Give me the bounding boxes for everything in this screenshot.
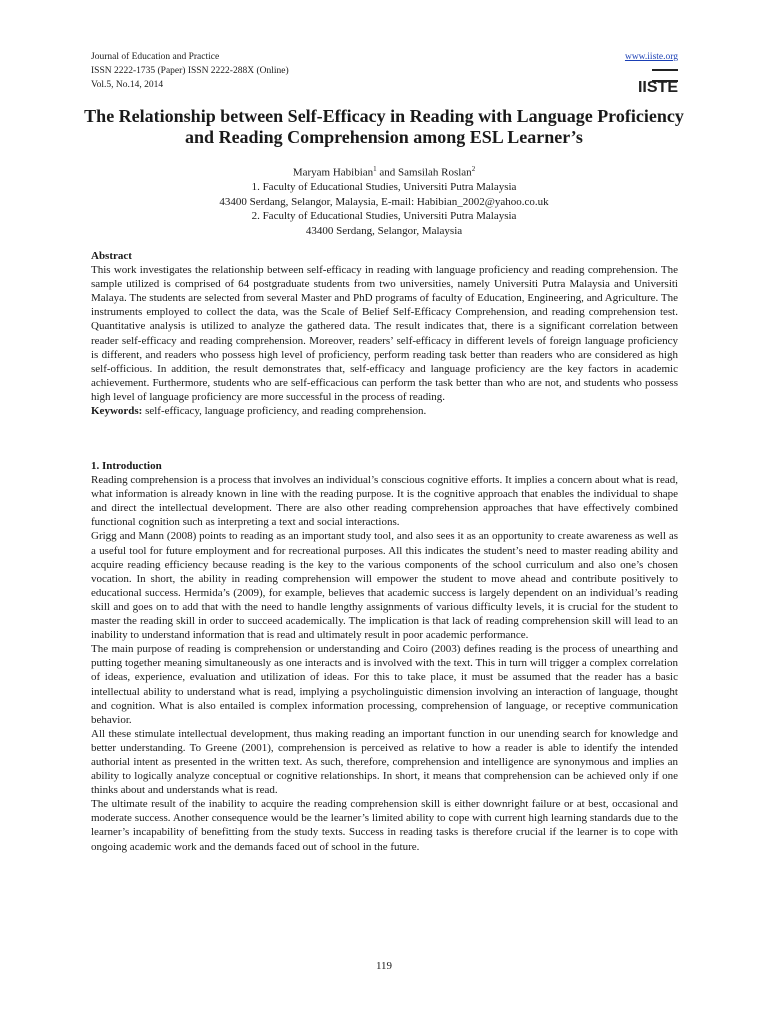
intro-paragraph-4: All these stimulate intellectual development, thus making reading an important function in our unending search for knowledge and better understanding. To Greene (2001), comprehension is perceived as relative to how a reader is able to identify the intended authorial intent as presented in the written text. As such, therefore, comprehension and intelligence are synonymous and implies an ability to logically analyze conceptual or cognitive relationships. In short, it means that comprehension can be achieved only if one thinks about and understands what is read. (91, 727, 678, 797)
author-names (80, 162, 688, 180)
keywords-label: Keywords: (91, 405, 143, 418)
journal-issn: ISSN 2222-1735 (Paper) ISSN 2222-288X (Online) (91, 66, 289, 76)
author-2-affil-mark: 2 (471, 165, 476, 173)
paper-title: The Relationship between Self-Efficacy in Reading with Language Proficiency and Reading Comprehension among ESL Learner’s (84, 106, 684, 147)
journal-name: Journal of Education and Practice (91, 52, 220, 62)
affiliation-2: 2. Faculty of Educational Studies, Universiti Putra Malaysia (251, 210, 517, 223)
address-1: 43400 Serdang, Selangor, Malaysia, E-mail: Habibian_2002@yahoo.co.uk (219, 195, 549, 208)
abstract-text: This work investigates the relationship between self-efficacy in reading with language proficiency and reading comprehension. The sample utilized is comprised of 64 postgraduate students from two universities, namely Universiti Putra Malaysia and Universiti Malaya. The students are selected from several Master and PhD programs of faculty of Education, Engineering, and Agriculture. The instruments employed to collect the data, was the Scale of Belief Self-Efficacy Comprehension, and reading comprehension test. Quantitative analysis is utilized to analyze the gathered data. The result indicates that, there is a significant correlation between reader self-efficacy and reading comprehension. Moreover, readers’ self-efficacy in different levels of foreign language proficiency is different, and readers who possess high level of proficiency, perform reading task better than readers who are considered as high self-officious. In addition, the result demonstrates that, self-efficacy and language proficiency are the key factors in academic achievement. Furthermore, students who are self-efficacious can perform the task better than who are not, and students who possess high level of language proficiency are more successful in the process of reading. (91, 264, 678, 403)
affiliation-1: 1. Faculty of Educational Studies, Universiti Putra Malaysia (251, 181, 517, 194)
author-1-affil-mark: 1 (373, 165, 377, 173)
author-block (80, 162, 688, 238)
keywords-line (91, 404, 678, 418)
page-number: 119 (375, 960, 393, 972)
keywords-text: self-efficacy, language proficiency, and reading comprehension. (142, 405, 427, 418)
journal-volume: Vol.5, No.14, 2014 (91, 80, 164, 90)
iiste-logo-icon (610, 65, 678, 101)
intro-paragraph-1: Reading comprehension is a process that involves an individual’s conscious cognitive efforts. It implies a concern about what is read, what information is already known in line with the reading purpose. It is the cognitive approach that enables the individual to shape and direct the intellectual development. There are also other reading comprehension approaches that have effectively combined functional cognition such as interpreting a text and social interactions. (91, 474, 678, 529)
journal-header (91, 50, 511, 92)
abstract-section (91, 249, 678, 418)
address-2: 43400 Serdang, Selangor, Malaysia (305, 224, 463, 237)
intro-paragraph-5: The ultimate result of the inability to acquire the reading comprehension skill is either downright failure or at best, occasional and moderate success. Another consequence would be the learner’s limited ability to cope with current high learning standards due to the learner’s incapability of benefitting from the study texts. Success in reading tasks is therefore crucial if the learner is to cope with ongoing academic work and the demands faced out of school in the future. (91, 798, 678, 853)
introduction-section (91, 459, 678, 854)
publisher-logo-area (610, 50, 678, 101)
introduction-heading: 1. Introduction (91, 460, 162, 472)
author-2: and Samsilah Roslan (376, 166, 472, 179)
logo-text: IISTE (637, 79, 678, 96)
abstract-heading: Abstract (91, 250, 132, 262)
intro-paragraph-2: Grigg and Mann (2008) points to reading as an important study tool, and also sees it as an opportunity to create awareness as well as a useful tool for future employment and for recreational purposes. All this indicates the student’s need to master reading ability and acquire reading efficiency because reading is the key to the various components of the school curriculum and also one’s chosen vocation. In short, the ability in reading comprehension will empower the student to move ahead and contribute positively to educational success. Hermida’s (2009), for example, believes that academic success is largely dependent on an individual’s reading skill and goes on to add that with the need to handle lengthy assignments of various difficulty levels, it is crucial for the student to master the reading skill in order to succeed academically. The implication is that lack of reading comprehension skill will lead to an inability to understand information that is read and ultimately result in poor academic performance. (91, 530, 678, 642)
journal-url-link[interactable]: www.iiste.org (624, 52, 678, 62)
intro-paragraph-3: The main purpose of reading is comprehension or understanding and Coiro (2003) defines reading is the process of unearthing and putting together meaning simultaneously as one interacts and is involved with the text. This in turn will trigger a complex correlation of ideas, experience, evaluation and utilization of ideas. For this to take place, it must be assumed that the reader has a basic intellectual ability to understand what is read, implying a psycholinguistic dimension involving an interaction of language, thought and cognition. What is also entailed is complex information processing, comprehension of language, or receptive communication behavior. (91, 643, 678, 726)
author-1: Maryam Habibian (292, 166, 374, 179)
